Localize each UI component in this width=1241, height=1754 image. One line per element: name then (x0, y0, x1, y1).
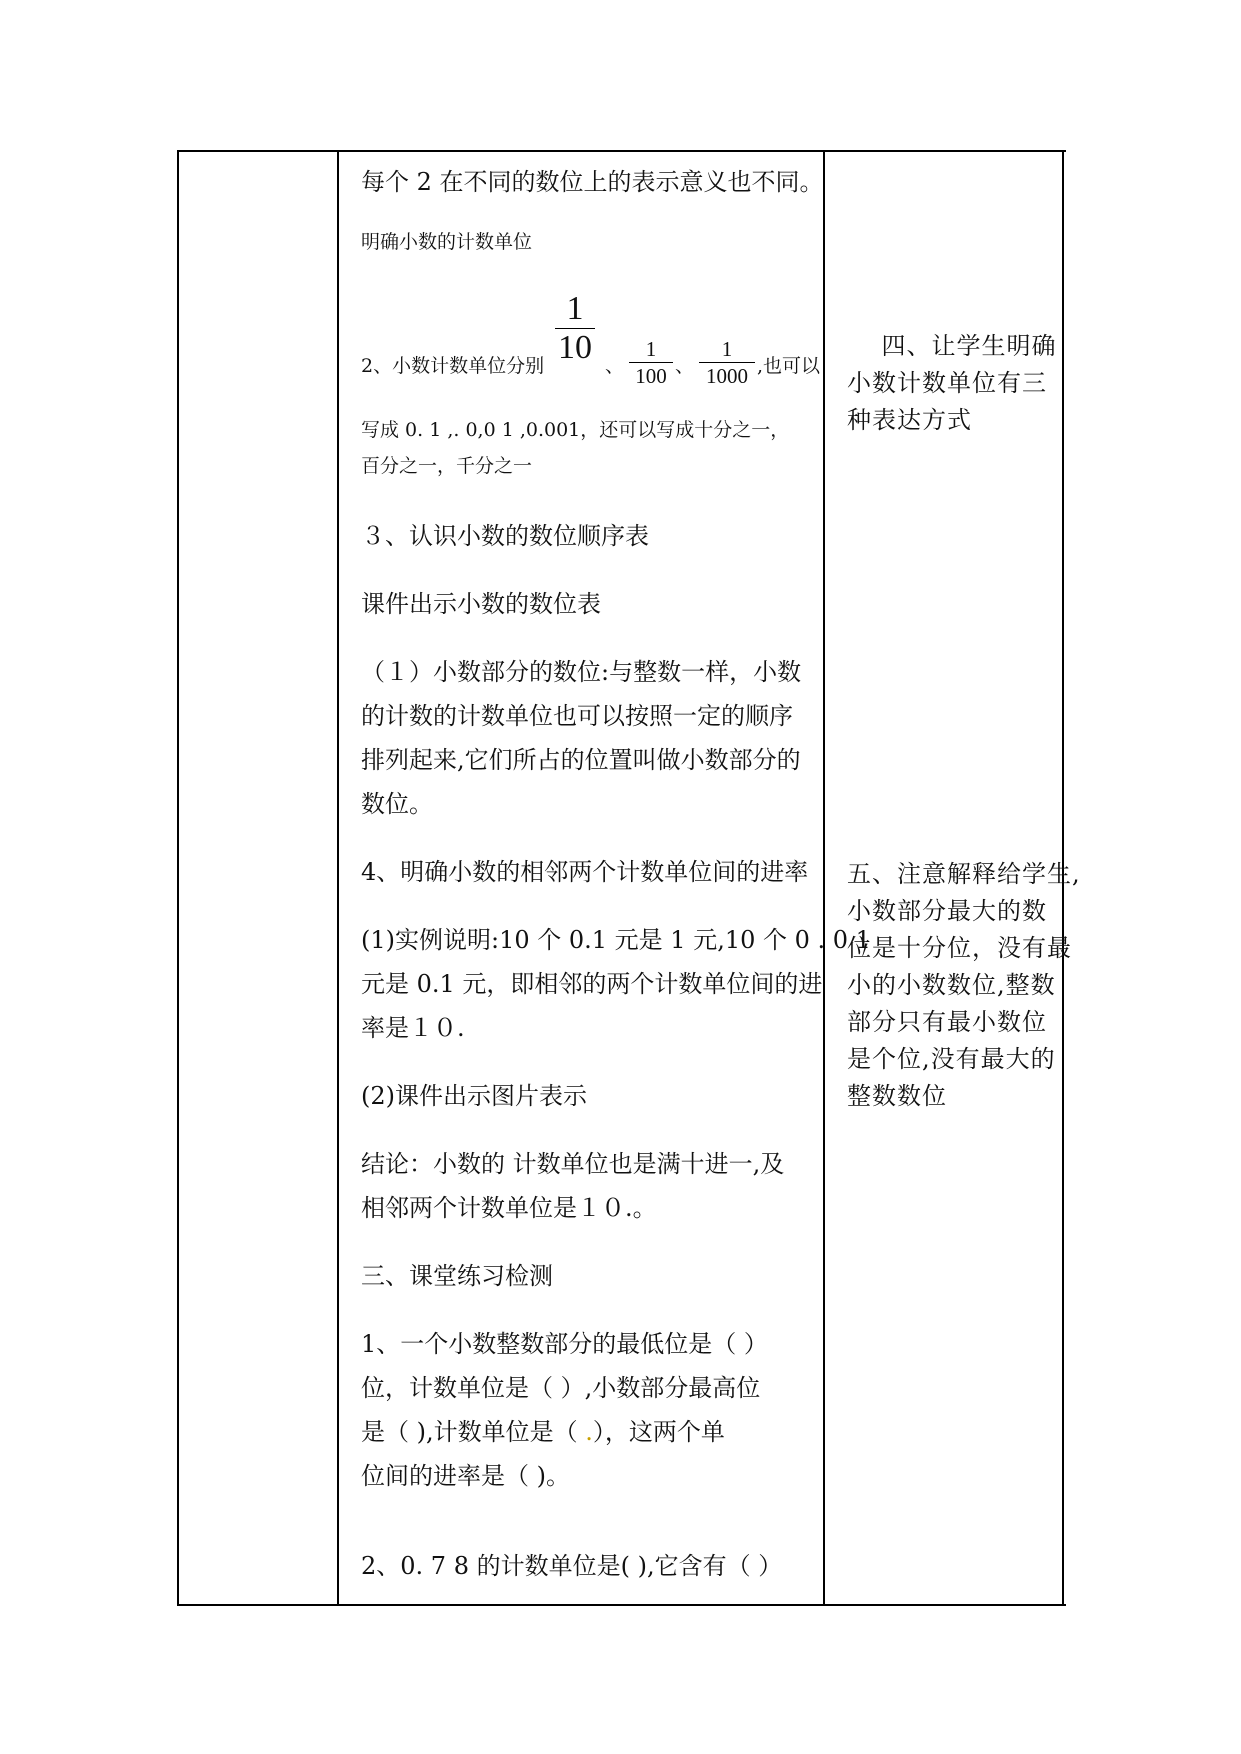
note-line: 小的小数数位,整数 (847, 971, 1056, 999)
note-line: 小数计数单位有三 (847, 369, 1047, 397)
note-line: 整数数位 (847, 1082, 947, 1110)
exercise-text: ），这两个单 (592, 1418, 725, 1446)
fraction-numerator: 1 (645, 337, 657, 361)
exercise-line: 1、一个小数整数部分的最低位是（ ） (361, 1330, 768, 1358)
content-line: 元是 0.1 元，即相邻的两个计数单位间的进 (361, 970, 823, 998)
fraction-hundredth (629, 336, 673, 389)
exercise-text: 是（ ),计数单位是（ (361, 1418, 586, 1446)
content-line: (1)实例说明:10 个 0.1 元是 1 元,10 个 0 . 0 1 (361, 926, 871, 954)
content-line: 课件出示小数的数位表 (361, 590, 601, 618)
content-line: 数位。 (361, 790, 433, 818)
content-line: 写成 0. 1 ,. 0,0 1 ,0.001，还可以写成十分之一， (361, 419, 790, 441)
exercise-line (361, 1414, 725, 1450)
fraction-tenth (555, 290, 595, 367)
lesson-table (177, 150, 1081, 1606)
fraction-numerator: 1 (566, 290, 584, 327)
content-line: 每个 2 在不同的数位上的表示意义也不同。 (361, 168, 824, 196)
note-line: 四、让学生明确 (847, 332, 1057, 360)
note-line: 五、注意解释给学生, (847, 860, 1081, 888)
content-line: 相邻两个计数单位是１０.。 (361, 1194, 657, 1222)
separator: 、 (675, 355, 695, 377)
fraction-thousandth (699, 336, 755, 389)
note-line: 小数部分最大的数 (847, 897, 1047, 925)
content-line: 结论：小数的 计数单位也是满十进一,及 (361, 1150, 785, 1178)
section-heading: 三、课堂练习检测 (361, 1262, 553, 1290)
section-heading: 4、明确小数的相邻两个计数单位间的进率 (361, 858, 809, 886)
fraction-denominator: 1000 (706, 364, 748, 388)
exercise-line: 位间的进率是（ )。 (361, 1462, 570, 1490)
content-line: 的计数的计数单位也可以按照一定的顺序 (361, 702, 793, 730)
units-prefix: 2、小数计数单位分别 (361, 355, 545, 377)
content-line: 明确小数的计数单位 (361, 231, 533, 253)
content-line: (2)课件出示图片表示 (361, 1082, 587, 1110)
exercise-line: 2、0. 7 8 的计数单位是( ),它含有（ ） (361, 1552, 783, 1580)
content-line: 百分之一，千分之一 (361, 455, 533, 477)
note-line: 种表达方式 (847, 406, 972, 434)
note-line: 位是十分位，没有最 (847, 934, 1072, 962)
fraction-denominator: 100 (635, 364, 667, 388)
exercise-dot: . (585, 1418, 593, 1446)
table-border-left (177, 152, 179, 1604)
units-suffix: ,也可以 (757, 355, 821, 377)
fraction-denominator: 10 (558, 329, 592, 366)
exercise-line: 位，计数单位是（ ）,小数部分最高位 (361, 1374, 761, 1402)
column-divider-1 (337, 152, 339, 1604)
section-heading: ３、认识小数的数位顺序表 (361, 522, 649, 550)
note-line: 部分只有最小数位 (847, 1008, 1047, 1036)
separator: 、 (605, 355, 625, 377)
content-line: （１）小数部分的数位:与整数一样，小数 (361, 658, 802, 686)
content-line: 排列起来,它们所占的位置叫做小数部分的 (361, 746, 801, 774)
note-line: 是个位,没有最大的 (847, 1045, 1056, 1073)
fraction-numerator: 1 (721, 337, 733, 361)
column-divider-2 (823, 152, 825, 1604)
content-line: 率是１０. (361, 1014, 465, 1042)
